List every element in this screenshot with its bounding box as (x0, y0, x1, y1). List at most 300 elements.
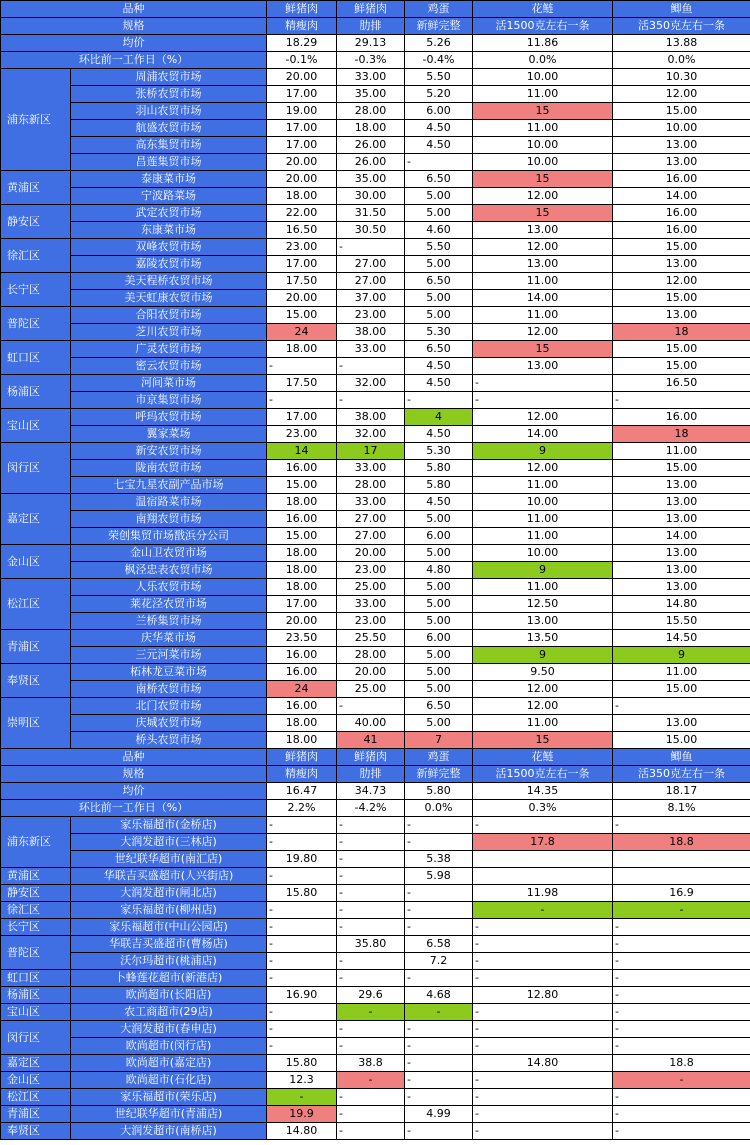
price-cell: - (613, 1106, 750, 1123)
price-cell: - (473, 1004, 613, 1021)
price-cell: 4.50 (405, 358, 473, 375)
price-cell: - (473, 817, 613, 834)
price-cell: - (337, 919, 405, 936)
table-row (1, 953, 750, 970)
price-cell: - (267, 1089, 337, 1106)
price-cell: 13.00 (473, 358, 613, 375)
price-cell: 20.00 (267, 69, 337, 86)
district-cell: 青浦区 (1, 1106, 71, 1123)
variety-header-row (1, 1, 750, 18)
price-cell: 11.00 (473, 579, 613, 596)
price-cell: - (267, 1021, 337, 1038)
price-cell: - (267, 970, 337, 987)
header-value-cell: -0.1% (267, 52, 337, 69)
price-cell: 17.00 (267, 409, 337, 426)
price-cell: 33.00 (337, 596, 405, 613)
price-cell: 5.00 (405, 256, 473, 273)
price-cell: - (337, 1106, 405, 1123)
price-cell: 11.00 (473, 273, 613, 290)
price-cell: 15.00 (267, 307, 337, 324)
price-cell: 20.00 (267, 613, 337, 630)
price-cell: 12.00 (473, 324, 613, 341)
price-cell: 5.80 (405, 460, 473, 477)
change-percent-row (1, 800, 750, 817)
table-row (1, 732, 750, 749)
market-name-cell: 泰康菜市场 (71, 171, 267, 188)
price-cell (613, 868, 750, 885)
price-cell: 13.00 (613, 562, 750, 579)
district-cell: 杨浦区 (1, 375, 71, 409)
price-cell: - (267, 919, 337, 936)
table-row (1, 681, 750, 698)
price-cell (473, 851, 613, 868)
market-name-cell: 柘林龙豆菜市场 (71, 664, 267, 681)
price-cell: 15 (473, 103, 613, 120)
price-cell: - (613, 817, 750, 834)
price-cell: 32.00 (337, 426, 405, 443)
table-row (1, 494, 750, 511)
price-cell: - (337, 970, 405, 987)
price-cell: 5.30 (405, 443, 473, 460)
price-cell: - (405, 1021, 473, 1038)
table-row (1, 290, 750, 307)
price-cell: - (405, 1123, 473, 1140)
spec-header-row (1, 766, 750, 783)
price-cell: 12.00 (473, 239, 613, 256)
table-row (1, 307, 750, 324)
price-cell: 11.00 (473, 120, 613, 137)
price-cell: 16.50 (267, 222, 337, 239)
district-cell: 长宁区 (1, 273, 71, 307)
change-percent-row (1, 52, 750, 69)
price-cell: 5.00 (405, 511, 473, 528)
district-cell: 黄浦区 (1, 171, 71, 205)
header-value-cell: 0.0% (405, 800, 473, 817)
header-value-cell: 鲜猪肉 (337, 749, 405, 766)
price-cell: - (337, 1072, 405, 1089)
price-cell: 15 (473, 732, 613, 749)
price-cell: 14.50 (613, 630, 750, 647)
price-cell: 10.00 (473, 69, 613, 86)
table-row (1, 477, 750, 494)
price-cell: 17.8 (473, 834, 613, 851)
table-row (1, 86, 750, 103)
price-cell: 18.00 (267, 715, 337, 732)
market-name-cell: 兰桥集贸市场 (71, 613, 267, 630)
row-label-cell: 品种 (1, 1, 267, 18)
price-cell: 11.00 (613, 443, 750, 460)
price-cell: 11.00 (473, 511, 613, 528)
market-name-cell: 合阳农贸市场 (71, 307, 267, 324)
price-cell: 14.80 (267, 1123, 337, 1140)
price-cell: - (613, 919, 750, 936)
district-cell: 松江区 (1, 1089, 71, 1106)
price-cell: 18.00 (267, 562, 337, 579)
price-cell: 16.50 (613, 375, 750, 392)
price-cell: 17.50 (267, 273, 337, 290)
price-cell: 27.00 (337, 511, 405, 528)
market-name-cell: 华联吉买盛超市(曹杨店) (71, 936, 267, 953)
price-cell: 13.00 (473, 256, 613, 273)
table-row (1, 511, 750, 528)
header-value-cell: 活350克左右一条 (613, 766, 750, 783)
price-cell: 16.00 (613, 409, 750, 426)
price-cell: 10.00 (473, 137, 613, 154)
price-cell (613, 851, 750, 868)
price-cell: - (613, 987, 750, 1004)
district-cell: 嘉定区 (1, 494, 71, 545)
price-cell: 12.00 (613, 273, 750, 290)
price-cell: 32.00 (337, 375, 405, 392)
price-cell: 5.00 (405, 681, 473, 698)
price-cell: 6.58 (405, 936, 473, 953)
price-cell: 13.00 (613, 715, 750, 732)
price-cell: 31.50 (337, 205, 405, 222)
header-value-cell: 肋排 (337, 18, 405, 35)
price-cell: 16.00 (267, 647, 337, 664)
price-cell: - (613, 970, 750, 987)
market-name-cell: 羽山农贸市场 (71, 103, 267, 120)
price-cell: 12.00 (613, 86, 750, 103)
price-cell: - (337, 868, 405, 885)
price-cell: 22.00 (267, 205, 337, 222)
price-cell: 6.50 (405, 698, 473, 715)
header-value-cell: -4.2% (337, 800, 405, 817)
price-cell: - (405, 817, 473, 834)
price-cell: 11.00 (473, 307, 613, 324)
market-name-cell: 翼家菜场 (71, 426, 267, 443)
price-cell: 33.00 (337, 341, 405, 358)
price-cell: 11.98 (473, 885, 613, 902)
market-name-cell: 温宿路菜市场 (71, 494, 267, 511)
price-cell: 13.00 (613, 154, 750, 171)
table-row (1, 528, 750, 545)
market-name-cell: 美天虹康农贸市场 (71, 290, 267, 307)
price-cell: 4.50 (405, 120, 473, 137)
district-cell: 杨浦区 (1, 987, 71, 1004)
table-row (1, 205, 750, 222)
price-cell: 28.00 (337, 477, 405, 494)
price-cell: 23.00 (337, 562, 405, 579)
district-cell: 静安区 (1, 205, 71, 239)
price-cell: 5.00 (405, 307, 473, 324)
price-cell: 17.00 (267, 256, 337, 273)
price-cell: 5.80 (405, 477, 473, 494)
district-cell: 徐汇区 (1, 902, 71, 919)
header-value-cell: 鲜猪肉 (267, 1, 337, 18)
market-name-cell: 昌莲集贸市场 (71, 154, 267, 171)
market-name-cell: 人乐农贸市场 (71, 579, 267, 596)
price-cell: 15 (473, 205, 613, 222)
table-row (1, 902, 750, 919)
price-cell: 12.80 (473, 987, 613, 1004)
price-cell: - (405, 919, 473, 936)
market-name-cell: 航盛农贸市场 (71, 120, 267, 137)
price-cell: - (405, 392, 473, 409)
price-cell: 16.00 (267, 511, 337, 528)
table-row (1, 545, 750, 562)
market-name-cell: 七宝九星农副产品市场 (71, 477, 267, 494)
market-name-cell: 金山卫农贸市场 (71, 545, 267, 562)
price-cell: 15.00 (613, 358, 750, 375)
price-cell: 17.50 (267, 375, 337, 392)
table-row (1, 1072, 750, 1089)
market-name-cell: 芝川农贸市场 (71, 324, 267, 341)
price-cell: 13.00 (613, 494, 750, 511)
market-name-cell: 家乐福超市(柳州店) (71, 902, 267, 919)
table-row (1, 443, 750, 460)
header-value-cell: 0.0% (613, 52, 750, 69)
price-cell: 25.00 (337, 579, 405, 596)
district-cell: 崇明区 (1, 698, 71, 749)
price-cell: - (473, 1038, 613, 1055)
header-value-cell: 2.2% (267, 800, 337, 817)
price-cell: - (613, 1072, 750, 1089)
price-cell: - (337, 1004, 405, 1021)
price-cell: 5.00 (405, 613, 473, 630)
price-cell: - (405, 1072, 473, 1089)
price-cell: - (613, 902, 750, 919)
table-row (1, 409, 750, 426)
price-cell: - (267, 358, 337, 375)
price-cell: 18.00 (267, 494, 337, 511)
price-cell: - (337, 698, 405, 715)
price-cell: 12.50 (473, 596, 613, 613)
district-cell: 金山区 (1, 545, 71, 579)
price-cell: 30.00 (337, 188, 405, 205)
table-row (1, 1106, 750, 1123)
price-cell: 28.00 (337, 103, 405, 120)
market-name-cell: 世纪联华超市(南汇店) (71, 851, 267, 868)
price-cell: - (405, 902, 473, 919)
price-cell: 12.00 (473, 460, 613, 477)
variety-header-row (1, 749, 750, 766)
price-cell: - (337, 953, 405, 970)
price-cell: 37.00 (337, 290, 405, 307)
price-cell: 17.00 (267, 120, 337, 137)
table-row (1, 715, 750, 732)
price-cell: 15.00 (613, 239, 750, 256)
table-row (1, 426, 750, 443)
district-cell: 浦东新区 (1, 69, 71, 171)
price-cell: 24 (267, 324, 337, 341)
table-row (1, 324, 750, 341)
district-cell: 普陀区 (1, 936, 71, 970)
district-cell: 长宁区 (1, 919, 71, 936)
price-cell: 5.30 (405, 324, 473, 341)
header-value-cell: 花鲢 (473, 749, 613, 766)
price-cell: 10.00 (473, 494, 613, 511)
table-row (1, 698, 750, 715)
district-cell: 黄浦区 (1, 868, 71, 885)
table-row (1, 154, 750, 171)
market-name-cell: 世纪联华超市(青浦店) (71, 1106, 267, 1123)
price-cell: 40.00 (337, 715, 405, 732)
district-cell: 宝山区 (1, 1004, 71, 1021)
price-cell: - (473, 1123, 613, 1140)
price-cell: 11.00 (473, 86, 613, 103)
price-cell: 28.00 (337, 647, 405, 664)
district-cell: 虹口区 (1, 341, 71, 375)
price-cell: - (473, 1072, 613, 1089)
price-cell: - (473, 1106, 613, 1123)
price-cell: 15.00 (613, 341, 750, 358)
price-cell: 35.00 (337, 86, 405, 103)
table-row (1, 647, 750, 664)
market-name-cell: 莱花泾农贸市场 (71, 596, 267, 613)
price-cell: 15.00 (613, 103, 750, 120)
table-row (1, 596, 750, 613)
price-cell: 15.00 (613, 681, 750, 698)
price-cell: 30.50 (337, 222, 405, 239)
market-name-cell: 宁波路菜场 (71, 188, 267, 205)
price-cell: - (405, 1004, 473, 1021)
table-row (1, 222, 750, 239)
price-cell: 15.00 (613, 290, 750, 307)
price-cell: 5.00 (405, 715, 473, 732)
price-cell: 10.00 (473, 154, 613, 171)
price-cell: - (405, 1089, 473, 1106)
price-cell: - (267, 834, 337, 851)
table-row (1, 1021, 750, 1038)
header-value-cell: 鲜猪肉 (337, 1, 405, 18)
district-cell: 静安区 (1, 885, 71, 902)
price-cell: - (267, 868, 337, 885)
header-value-cell: 18.17 (613, 783, 750, 800)
market-name-cell: 沃尔玛超市(桃浦店) (71, 953, 267, 970)
header-value-cell: 活1500克左右一条 (473, 766, 613, 783)
price-cell: - (473, 375, 613, 392)
price-cell: - (337, 1089, 405, 1106)
district-cell: 金山区 (1, 1072, 71, 1089)
price-cell: 15.80 (267, 1055, 337, 1072)
price-cell: - (267, 1004, 337, 1021)
price-cell: - (473, 1021, 613, 1038)
district-cell: 虹口区 (1, 970, 71, 987)
header-value-cell: 新鲜完整 (405, 18, 473, 35)
table-row (1, 375, 750, 392)
table-row (1, 817, 750, 834)
price-cell: - (473, 953, 613, 970)
price-cell: - (613, 936, 750, 953)
table-row (1, 562, 750, 579)
market-name-cell: 东康菜市场 (71, 222, 267, 239)
market-name-cell: 美天程桥农贸市场 (71, 273, 267, 290)
price-cell: - (337, 1123, 405, 1140)
market-name-cell: 欧尚超市(石化店) (71, 1072, 267, 1089)
price-cell: 18.00 (337, 120, 405, 137)
price-cell: 5.50 (405, 239, 473, 256)
price-cell: 20.00 (267, 171, 337, 188)
market-name-cell: 欧尚超市(长阳店) (71, 987, 267, 1004)
district-cell: 奉贤区 (1, 1123, 71, 1140)
price-cell: 13.00 (613, 511, 750, 528)
header-value-cell: 新鲜完整 (405, 766, 473, 783)
price-cell: 15.80 (267, 885, 337, 902)
price-cell: 9 (473, 443, 613, 460)
price-cell: 5.00 (405, 596, 473, 613)
price-cell: - (267, 1038, 337, 1055)
row-label-cell: 环比前一工作日（%） (1, 800, 267, 817)
price-cell: - (337, 817, 405, 834)
price-cell: 6.00 (405, 528, 473, 545)
price-cell: - (613, 1038, 750, 1055)
price-cell: 13.00 (613, 579, 750, 596)
header-value-cell: 0.3% (473, 800, 613, 817)
price-cell: 5.00 (405, 579, 473, 596)
price-cell: 4.50 (405, 375, 473, 392)
header-value-cell: 精瘦肉 (267, 766, 337, 783)
price-cell: 20.00 (337, 664, 405, 681)
price-cell: - (405, 834, 473, 851)
market-name-cell: 市京集贸市场 (71, 392, 267, 409)
header-value-cell: 鸡蛋 (405, 749, 473, 766)
price-cell: - (473, 902, 613, 919)
table-row (1, 936, 750, 953)
price-cell: 16.9 (613, 885, 750, 902)
price-cell: - (473, 970, 613, 987)
district-cell: 闵行区 (1, 443, 71, 494)
row-label-cell: 规格 (1, 766, 267, 783)
price-cell: - (405, 1038, 473, 1055)
price-cell: 18.00 (267, 545, 337, 562)
price-cell: 17.00 (267, 137, 337, 154)
header-value-cell: 鸡蛋 (405, 1, 473, 18)
price-cell: 6.00 (405, 630, 473, 647)
row-label-cell: 均价 (1, 35, 267, 52)
price-cell: 18.8 (613, 834, 750, 851)
price-cell: - (613, 1123, 750, 1140)
table-row (1, 120, 750, 137)
table-row (1, 613, 750, 630)
header-value-cell: 精瘦肉 (267, 18, 337, 35)
market-name-cell: 周浦农贸市场 (71, 69, 267, 86)
price-cell: 18.00 (267, 188, 337, 205)
price-cell: 4.99 (405, 1106, 473, 1123)
market-name-cell: 大润发超市(春申店) (71, 1021, 267, 1038)
price-cell: 12.00 (473, 188, 613, 205)
average-price-row (1, 783, 750, 800)
district-cell: 松江区 (1, 579, 71, 630)
price-cell: - (267, 392, 337, 409)
market-name-cell: 庆城农贸市场 (71, 715, 267, 732)
price-cell: 4.50 (405, 137, 473, 154)
price-cell: 17 (337, 443, 405, 460)
price-cell: 18 (613, 426, 750, 443)
price-cell: 4.68 (405, 987, 473, 1004)
price-cell: 16.90 (267, 987, 337, 1004)
district-cell: 宝山区 (1, 409, 71, 443)
price-cell: 11.00 (473, 477, 613, 494)
table-row (1, 460, 750, 477)
table-row (1, 1089, 750, 1106)
market-name-cell: 嘉陵农贸市场 (71, 256, 267, 273)
table-row (1, 851, 750, 868)
price-cell: 15.00 (267, 477, 337, 494)
market-name-cell: 家乐福超市(中山公园店) (71, 919, 267, 936)
price-cell (473, 868, 613, 885)
market-name-cell: 家乐福超市(荣乐店) (71, 1089, 267, 1106)
table-row (1, 868, 750, 885)
price-cell: 5.20 (405, 86, 473, 103)
price-cell: - (613, 1021, 750, 1038)
price-cell: 35.00 (337, 171, 405, 188)
price-cell: 15.00 (613, 460, 750, 477)
price-cell: 13.00 (613, 137, 750, 154)
price-cell: - (337, 851, 405, 868)
table-row (1, 970, 750, 987)
table-row (1, 664, 750, 681)
